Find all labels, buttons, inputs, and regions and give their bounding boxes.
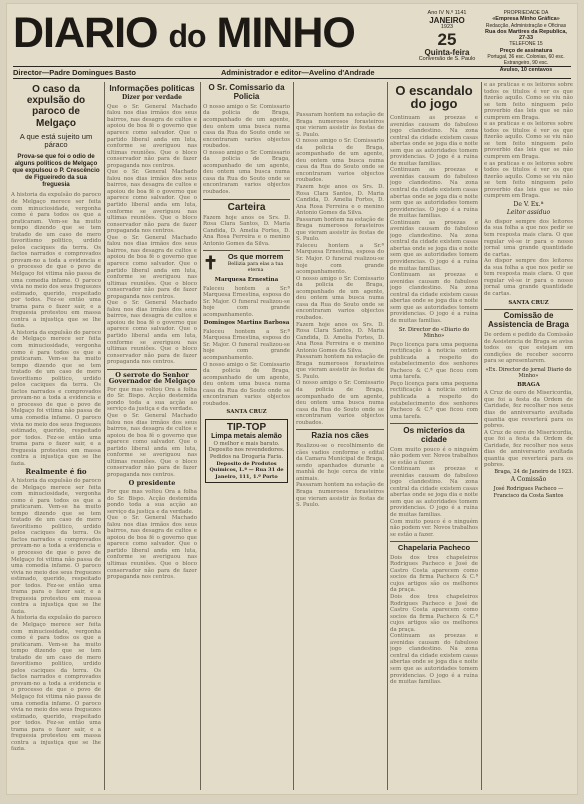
prop-price-title: Preço de assinatura xyxy=(499,47,553,54)
article-body: Continuam as proezas e avenidas causam do fabuloso jogo clandestino. Na zona central da cidade existem casas abertas onde se joga dia e noite sem que as autoridades tomem providencias. O jogo é a ruína de muitas familias. xyxy=(390,115,478,167)
obituary-header xyxy=(203,250,290,274)
letter-closing: A Comissão xyxy=(510,476,547,484)
column-1 xyxy=(11,82,101,790)
column-rule xyxy=(104,82,105,790)
letter-salutation: Sr. Director do «Diario do Minho» xyxy=(398,326,470,340)
article-body: Continuam as proezas e avenidas causam do fabuloso jogo clandestino. Na zona central da cidade existem casas abertas onde se joga dia e noite sem que as autoridades tomem providencias. O jogo é a ruína de muitas familias. xyxy=(390,167,478,220)
article-body: Que o Sr. General Machado falou nos dias irmãos dos seus bairros, nas desagra de cultos e apoiou de boa fé o governo que aparece como salvador. Que o partido liberal anda em luta, conforme se averiguou nas ultimas reuniões. Que o bloco conservador não para de fazer propaganda nos centros. xyxy=(107,300,197,366)
advert-tiptop-sub: Limpa metais alemão xyxy=(211,433,282,441)
article-body: O nosso amigo o Sr. Comissario da policia de Braga, acompanhado de um agente, deu ontem uma busca numa casa da Rua do Souto onde se encontraram varios objectos roubados. xyxy=(203,103,290,150)
article-body: e as praticas e os leitores sobre todos os titulos é ver os que fizerão aquilo. Como se viu não se tem feito ninguem pelo proverbio das leis que se não cumprem em Braga. xyxy=(484,121,573,161)
letter-date: Braga, 24 de Janeiro de 1923. xyxy=(494,468,573,475)
article-body: De ordem e pedido da Comissão de Assistencia de Braga se avisa todos os que estejam em condições de receber socorro para se apresentarem. xyxy=(484,331,573,365)
column-3 xyxy=(203,82,290,790)
prop-phone: TELEFONE 15 xyxy=(509,41,543,48)
headline-mysteries: Os micterios da cidade xyxy=(390,423,478,444)
headline-parish-priest: O caso da expulsão do paroco de Melgaço xyxy=(26,84,86,129)
subhead-politics: Dizer por verdade xyxy=(122,94,182,102)
publisher-info xyxy=(481,10,571,73)
article-body: Ao dispor sempre dos leitores da sua folha a que nos pedir se tem resposta mais clara. O que regular vê-se ir para o nosso jornal uma grande quantidade de cartas. xyxy=(484,258,573,297)
prop-line2: Rua dos Martires da Republica, 27-33 xyxy=(485,28,567,42)
deck-priest: Prova-se que foi o odio de alguns politicos de Melgaço que expulsou o P. Crescêncio de Figueiredo da sua freguesia xyxy=(12,152,100,188)
prop-line1: Redacção, Administração e Oficinas xyxy=(485,22,567,29)
article-body: e as praticas e os leitores sobre todos os titulos é ver os que fizerão aquilo. Como se viu não se tem feito ninguem pelo proverbio das leis que se não cumprem em Braga. xyxy=(484,82,573,121)
issue-day: 25 xyxy=(437,30,457,49)
article-body: e as praticas e os leitores sobre todos os titulos é ver os que fizerão aquilo. Como se viu não se tem feito ninguem pelo proverbio das leis que se não cumprem em Braga. xyxy=(484,160,573,200)
article-body: Peço licença para uma pequena rectificação à noticia ontem publicada a respeito do estabelecimento dos senhores Pacheco & C.ª que ficou com uma tarefa. xyxy=(390,380,478,420)
article-body: Fazem hoje anos os Srs. D. Rosa Clara Santos, D. Maria Candida, D. Amelia Fortes, D. Ana Rosa Ferreira e o menino Antonio Gomes da Silva. xyxy=(296,184,384,217)
column-5 xyxy=(390,82,478,790)
newspaper-title: DIARIO do MINHO xyxy=(13,9,355,57)
advert-tiptop-body: O melhor e mais barato. Deposito nos revendedores. Pedidos na Drogaria Faria. xyxy=(208,440,285,461)
article-body: Dois dos tres chapeleiros Rodrigues Pacheco e José de Castro Costa aparecem como socios da firma Pacheco & C.ª cujos artigos são os melhores da praça. xyxy=(390,593,478,633)
prop-price1: Portugal, 36 esc. Colonias, 60 esc. xyxy=(487,54,565,61)
article-body: O nosso amigo o Sr. Comissario da policia de Braga, acompanhado de um agente, deu ontem uma busca numa casa da Rua do Souto onde se encontraram varios objectos roubados. xyxy=(296,275,384,321)
article-body: Passaram hontem na estação de Braga numerosos forasteiros que vieram assistir às festas de S. Paulo. xyxy=(296,354,384,380)
advert-tiptop-footer: Deposito de Produtos Quimicos, L.ª — Rua 31 de Janeiro, 111, 1.º Porto xyxy=(209,460,284,480)
headline-assistance: Comissão de Assistencia de Braga xyxy=(484,309,573,330)
article-body: Realizou-se o recolhimento de cães vadios conforme o edital da Camara Municipal de Braga, sendo apanhados durante a manhã de hoje cerca de vinte animais. xyxy=(296,443,384,482)
cross-icon: ✝ xyxy=(203,252,219,274)
article-body: Que o Sr. General Machado falou nos dias irmãos dos seus bairros, nas desagra de cultos e apoiou de boa fé o governo que aparece como salvador. Que o partido liberal anda em luta, conforme se averiguou nas ultimas reuniões. Que o bloco conservador não para de fazer propaganda nos centros. xyxy=(107,515,197,581)
article-body: O nosso amigo o Sr. Comissario da policia de Braga, acompanhado de um agente, deu ontem uma busca numa casa da Rua do Souto onde se encontraram varios objectos roubados. xyxy=(296,380,384,426)
article-body: Que o Sr. General Machado falou nos dias irmãos dos seus bairros, nas desagra de cultos e apoiou de boa fé o governo que aparece como salvador. Que o partido liberal anda em luta, conforme se averiguou nas ultimas reuniões. Que o bloco conservador não para de fazer propaganda nos centros. xyxy=(107,412,197,478)
article-body: O nosso amigo o Sr. Comissario da policia de Braga, acompanhado de um agente, deu ontem uma busca numa casa da Rua do Souto onde se encontraram varios objectos roubados. xyxy=(203,149,290,196)
article-body: Continuam as proezas e avenidas causam do fabuloso jogo clandestino. Na zona central da cidade existem casas abertas onde se joga dia e noite sem que as autoridades tomem providencias. O jogo é a ruína de muitas familias. xyxy=(390,219,478,272)
article-body: Passaram hontem na estação de Braga numerosos forasteiros que vieram assistir às festas de S. Paulo. xyxy=(296,112,384,138)
prop-title: PROPRIEDADE DA xyxy=(503,10,549,16)
article-body: Continuam as proezas e avenidas causam do fabuloso jogo clandestino. Na zona central da cidade existem casas abertas onde se joga dia e noite sem que as autoridades tomem providencias. O jogo é a ruína de muitas familias. xyxy=(390,466,478,518)
signature-santa-cruz: SANTA CRUZ xyxy=(508,299,549,306)
staff-line xyxy=(13,66,571,79)
column-4 xyxy=(296,82,384,790)
article-body: O nosso amigo o Sr. Comissario da policia de Braga, acompanhado de um agente, deu ontem uma busca numa casa da Rua do Souto onde se encontraram varios objectos roubados. xyxy=(296,138,384,184)
article-body: A Cruz de ouro de Misericordia, que foi a festa da Ordem de Caridade, fez recolher nos seus dias de anniversario avultada quantia que reverterá para os pobres. xyxy=(484,390,573,430)
article-body: Peço licença para uma pequena rectificação à noticia ontem publicada a respeito do estabelecimento dos senhores Pacheco & C.ª que ficou com uma tarefa. xyxy=(390,341,478,381)
article-body: A Cruz de ouro de Misericordia, que foi a festa da Ordem de Caridade, fez recolher nos seus dias de anniversario avultada quantia que reverterá para os pobres. xyxy=(484,429,573,469)
column-6 xyxy=(484,82,573,790)
issue-saint: Conversão de S. Paulo xyxy=(418,56,476,62)
article-body: Fazem hoje anos os Srs. D. Rosa Clara Santos, D. Maria Candida, D. Amelia Fortes, D. Ana Rosa Ferreira e o menino Antonio Gomes da Silva. xyxy=(296,321,384,354)
subhead-serrote: O serrote do Senhor Governador de Melgaço xyxy=(108,370,196,386)
column-rule xyxy=(293,82,294,790)
issue-month: JANEIRO xyxy=(429,16,465,25)
advert-tiptop xyxy=(205,419,288,483)
article-body: Continuam as proezas e avenidas causam do fabuloso jogo clandestino. Na zona central da cidade existem casas abertas onde se joga dia e noite sem que as autoridades tomem providencias. O jogo é a ruína de muitas familias. xyxy=(390,633,478,686)
admin-credit: Administrador e editor—Avelino d'Andrade xyxy=(221,68,375,77)
article-body: Continuam as proezas e avenidas causam do fabuloso jogo clandestino. Na zona central da cidade existem casas abertas onde se joga dia e noite sem que as autoridades tomem providencias. O jogo é a ruína de muitas familias. xyxy=(390,272,478,324)
article-body: Dois dos tres chapeleiros Rodrigues Pacheco e José de Castro Costa aparecem como socios da firma Pacheco & C.ª cujos artigos são os melhores da praça. xyxy=(390,554,478,594)
director-credit: Director—Padre Domingues Basto xyxy=(13,68,136,77)
column-rule xyxy=(200,82,201,790)
article-body: Que o Sr. General Machado falou nos dias irmãos dos seus bairros, nas desagra de cultos e apoiou de boa fé o governo que aparece como salvador. Que o partido liberal anda em luta, conforme se averiguou nas ultimas reuniões. Que o bloco conservador não para de fazer propaganda nos centros. xyxy=(107,169,197,235)
article-body: Ao dispor sempre dos leitores da sua folha a que nos pedir se tem resposta mais clara. O que regular vê-se ir para o nosso jornal uma grande quantidade de cartas. xyxy=(484,218,573,258)
prop-company: «Empresa Minho Gráfica» xyxy=(492,16,560,23)
article-body: Passaram hontem na estação de Braga numerosos forasteiros que vieram assistir às festas de S. Paulo. xyxy=(296,216,384,243)
article-body: Passaram hontem na estação de Braga numerosos forasteiros que vieram assistir às festas de S. Paulo. xyxy=(296,482,384,509)
prop-price2: Estrangeiro, 90 esc. xyxy=(503,60,549,67)
headline-hatmaker: Chapelaria Pacheco xyxy=(390,541,478,553)
headline-politics: Informações politicas xyxy=(109,83,195,93)
city-label: BRAGA xyxy=(517,381,540,388)
article-body: Faleceu hontem a Sr.ª Marquesa Ernestina, esposa do Sr. Major. O funeral realizou-se hoje com grande acompanhamento. xyxy=(203,328,290,361)
article-body: Que o Sr. General Machado falou nos dias irmãos dos seus bairros, nas desagra de cultos e apoiou de boa fé o governo que aparece como salvador. Que o partido liberal anda em luta, conforme se averiguou nas ultimas reuniões. Que o bloco conservador não para de fazer propaganda nos centros. xyxy=(107,234,197,300)
advert-tiptop-title: TIP-TOP xyxy=(226,421,267,433)
headline-dogs: Razia nos cães xyxy=(296,429,384,441)
column-gap xyxy=(296,82,384,112)
issue-number: Ano IV N.º 1141 xyxy=(427,10,467,16)
issue-info xyxy=(417,10,477,63)
subhead-priest: A que está sujeito um páraco xyxy=(19,131,93,150)
headline-obituary: Os que morrem xyxy=(227,252,284,262)
headline-gambling: O escandalo do jogo xyxy=(395,83,473,111)
article-body: Por que mas voltou Ora a folha do Sr. Bispo. Acção destemida pondo toda a sua acção ao serviço da justiça e da verdade. xyxy=(107,386,197,413)
section-carteira: Carteira xyxy=(203,199,290,213)
obituary-sub: Bellizia para elas a tua eterna xyxy=(227,261,284,274)
signature-de-vex: De V. Ex.ª xyxy=(513,200,544,208)
obituary-name-2: Domingos Martins Barbosa xyxy=(203,320,290,327)
issue-year: 1923 xyxy=(440,24,454,30)
article-body: Que o Sr. General Machado falou nos dias irmãos dos seus bairros, nas desagra de cultos e apoiou de boa fé o governo que aparece como salvador. Que o partido liberal anda em luta, conforme se averiguou nas ultimas reuniões. Que o bloco conservador não para de fazer propaganda nos centros. xyxy=(107,103,197,169)
column-rule xyxy=(481,82,482,790)
column-2 xyxy=(107,82,197,790)
article-body: Faleceu hontem a Sr.ª Marquesa Ernestina, esposa do Sr. Major. O funeral realizou-se hoje com grande acompanhamento. xyxy=(296,242,384,276)
letter-names: José Rodrigues Pacheco — Francisco da Costa Santos xyxy=(493,485,564,499)
subhead-presidente: O presidente xyxy=(128,479,176,488)
article-body: Por que mas voltou Ora a folha do Sr. Bispo. Acção destemida pondo toda a sua acção ao serviço da justiça e da verdade. xyxy=(107,489,197,515)
article-body: A historia da expulsão do paroco de Melgaço merece ser feita com minuciosidade, vergonha como é para todos os que a praticaram. Vem-se ha muito tempo dizendo que se tem tratado de um caso de mero favoritismo politico, urdido pelos caciques da terra. Os factos narrados e comprovados provam-no a toda a evidencia e o processo de que o povo de Melgaço foi vitima não passa de uma comedia infame. O paroco vivia no meio dos seus freguezes estimado, querido, respeitado por todos. Fez-se então uma trama para o fazer sair, e a freguesia protestou em massa contra a injustiça que se lhe fazia. xyxy=(11,329,101,467)
column-rule xyxy=(387,82,388,790)
article-body: A historia da expulsão do paroco de Melgaço merece ser feita com minuciosidade, vergonha como é para todos os que a praticaram. Vem-se ha muito tempo dizendo que se tem tratado de um caso de mero favoritismo politico, urdido pelos caciques da terra. Os factos narrados e comprovados provam-no a toda a evidencia e o processo de que o povo de Melgaço foi vitima não passa de uma comedia infame. O paroco vivia no meio dos seus freguezes estimado, querido, respeitado por todos. Fez-se então uma trama para o fazer sair, e a freguesia protestou em massa contra a injustiça que se lhe fazia. xyxy=(11,477,101,615)
article-body: A historia da expulsão do paroco de Melgaço merece ser feita com minuciosidade, vergonha como é para todos os que a praticaram. Vem-se ha muito tempo dizendo que se tem tratado de um caso de mero favoritismo politico, urdido pelos caciques da terra. Os factos narrados e comprovados provam-no a toda a evidencia e o processo de que o povo de Melgaço foi vitima não passa de uma comedia infame. O paroco vivia no meio dos seus freguezes estimado, querido, respeitado por todos. Fez-se então uma trama para o fazer sair, e a freguesia protestou em massa contra a injustiça que se lhe fazia. xyxy=(11,615,101,753)
article-body: Faleceu hontem a Sr.ª Marquesa Ernestina, esposa do Sr. Major. O funeral realizou-se hoje com grande acompanhamento. xyxy=(203,285,290,318)
article-body: O nosso amigo o Sr. Comissario da policia de Braga, acompanhado de um agente, deu ontem uma busca numa casa da Rua do Souto onde se encontraram varios objectos roubados. xyxy=(203,361,290,407)
subhead-realmente: Realmente é fio xyxy=(25,467,87,477)
letter-addressee: «Ex. Director do jornal Diario do Minho» xyxy=(485,366,572,380)
article-body: Com muito pouco é o ninguém não podem ver. Novos trabalhos se estão a fazer. xyxy=(390,518,478,538)
article-body: Com muito pouco é o ninguém não podem ver. Novos trabalhos se estão a fazer. xyxy=(390,446,478,466)
newspaper-page xyxy=(7,4,577,794)
prop-price3: Avulso, 10 centavos xyxy=(499,66,553,73)
article-body: Fazem hoje anos os Srs. D. Rosa Clara Santos, D. Maria Candida, D. Amelia Fortes, D. Ana Rosa Ferreira e o menino Antonio Gomes da Silva. xyxy=(203,214,290,247)
signature-santa-cruz: SANTA CRUZ xyxy=(226,409,267,416)
article-body: A historia da expulsão do paroco de Melgaço merece ser feita com minuciosidade, vergonha como é para todos os que a praticaram. Vem-se ha muito tempo dizendo que se tem tratado de um caso de mero favoritismo politico, urdido pelos caciques da terra. Os factos narrados e comprovados provam-no a toda a evidencia e o processo de que o povo de Melgaço foi vitima não passa de uma comedia infame. O paroco vivia no meio dos seus freguezes estimado, querido, respeitado por todos. Fez-se então uma trama para o fazer sair, e a freguesia protestou em massa contra a injustiça que se lhe fazia. xyxy=(11,192,101,330)
signature-reader: Leitor assiduo xyxy=(506,209,551,217)
issue-weekday: Quinta-feira xyxy=(424,48,470,57)
obituary-name: Marquesa Ernestina xyxy=(214,276,279,283)
headline-police: O Sr. Comissario da Policia xyxy=(208,83,285,101)
